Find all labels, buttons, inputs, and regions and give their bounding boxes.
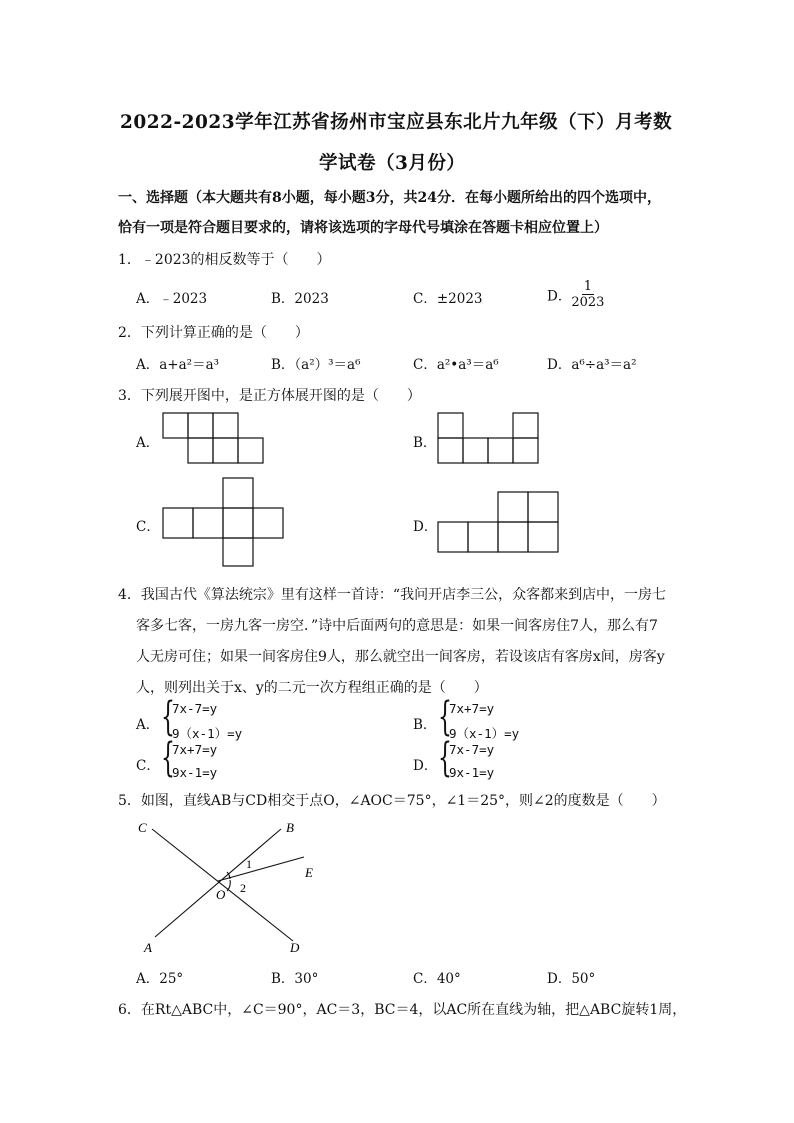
q1-fraction-numerator: 1	[583, 279, 593, 294]
q4-option-d-label: D．	[413, 758, 438, 774]
q1-option-d	[547, 279, 604, 310]
q4-option-b-label: B．	[413, 717, 437, 733]
q6-stem: 6．在Rt△ABC中，∠C＝90°，AC＝3，BC＝4，以AC所在直线为轴，把△ABC旋转1周，	[118, 1002, 687, 1018]
title-line-1: 2022-2023学年江苏省扬州市宝应县东北片九年级（下）月考数	[120, 112, 673, 133]
label-e: E	[305, 865, 313, 880]
q4-option-c-brace: {	[161, 735, 175, 781]
q5-option-a: A．25°	[136, 971, 184, 987]
net-figure-d	[436, 490, 562, 556]
label-o: O	[216, 887, 226, 902]
q2-option-d: D．a⁶÷a³＝a²	[547, 357, 637, 373]
q3-option-a-label: A．	[136, 435, 160, 451]
q4-option-b-eq2: 9（x-1）=y	[449, 726, 520, 741]
q2-option-b: B．（a²）³＝a⁶	[271, 357, 361, 373]
q3-option-b-label: B．	[413, 435, 437, 451]
q4-line-3: 人无房可住；如果一间客房住9人，那么就空出一间客房，若设该店有客房x间，房客y	[136, 649, 665, 665]
q5-option-b: B．30°	[271, 971, 319, 987]
label-angle-2: 2	[240, 881, 246, 895]
label-angle-1: 1	[246, 857, 252, 871]
q4-option-c-eq2: 9x-1=y	[172, 765, 218, 780]
q1-option-b: B．2023	[271, 291, 329, 307]
q5-option-d: D．50°	[547, 971, 596, 987]
q2-option-c: C．a²•a³＝a⁶	[413, 357, 499, 373]
net-figure-a	[160, 410, 270, 466]
label-b: B	[286, 820, 294, 835]
q4-option-a-eq2: 9（x-1）=y	[172, 726, 243, 741]
q5-intersecting-lines-figure	[130, 815, 330, 960]
section-heading-line-2: 恰有一项是符合题目要求的，请将该选项的字母代号填涂在答题卡相应位置上）	[118, 220, 608, 236]
label-d: D	[290, 940, 300, 955]
q4-option-c-label: C．	[136, 758, 160, 774]
ray-oe	[218, 857, 304, 881]
q4-option-b-eq1: 7x+7=y	[449, 701, 495, 716]
q4-option-c-eq1: 7x+7=y	[172, 742, 218, 757]
q4-option-a-eq1: 7x-7=y	[172, 701, 218, 716]
net-figure-c	[161, 476, 291, 568]
q4-line-4: 人，则列出关于x、y的二元一次方程组正确的是（ ）	[136, 680, 488, 696]
line-ab	[155, 829, 281, 937]
q1-option-d-label: D．	[547, 288, 572, 305]
q4-line-1: 4．我国古代《算法统宗》里有这样一首诗：“我问开店李三公，众客都来到店中，一房七	[118, 587, 667, 603]
q3-option-d-label: D．	[413, 519, 438, 535]
q1-option-a: A．﹣2023	[136, 291, 208, 307]
q4-option-a-label: A．	[136, 717, 160, 733]
q1-option-c: C．±2023	[413, 291, 483, 307]
line-cd	[152, 829, 293, 941]
q1-fraction	[571, 279, 604, 310]
q1-fraction-denominator: 2023	[571, 295, 605, 310]
q1-stem: 1．﹣2023的相反数等于（ ）	[118, 252, 331, 268]
label-a: A	[144, 940, 152, 955]
q3-option-c-label: C．	[136, 519, 160, 535]
q4-option-b-brace: {	[438, 694, 452, 740]
q2-option-a: A．a+a²＝a³	[136, 357, 220, 373]
q4-option-d-eq2: 9x-1=y	[449, 765, 495, 780]
section-heading-line-1: 一、选择题（本大题共有8小题，每小题3分，共24分．在每小题所给出的四个选项中，	[118, 190, 661, 206]
q5-stem: 5．如图，直线AB与CD相交于点O，∠AOC＝75°，∠1＝25°，则∠2的度数是（ ）	[118, 793, 666, 809]
title-line-2: 学试卷（3月份）	[319, 153, 466, 174]
q4-option-a-brace: {	[161, 694, 175, 740]
q4-option-d-brace: {	[438, 735, 452, 781]
label-c: C	[138, 820, 147, 835]
q3-stem: 3．下列展开图中，是正方体展开图的是（ ）	[118, 388, 421, 404]
q2-stem: 2．下列计算正确的是（ ）	[118, 325, 309, 341]
net-figure-b	[435, 410, 545, 466]
q4-line-2: 客多七客，一房九客一房空．”诗中后面两句的意思是：如果一间客房住7人，那么有7	[136, 618, 658, 634]
q5-option-c: C．40°	[413, 971, 461, 987]
q4-option-d-eq1: 7x-7=y	[449, 742, 495, 757]
